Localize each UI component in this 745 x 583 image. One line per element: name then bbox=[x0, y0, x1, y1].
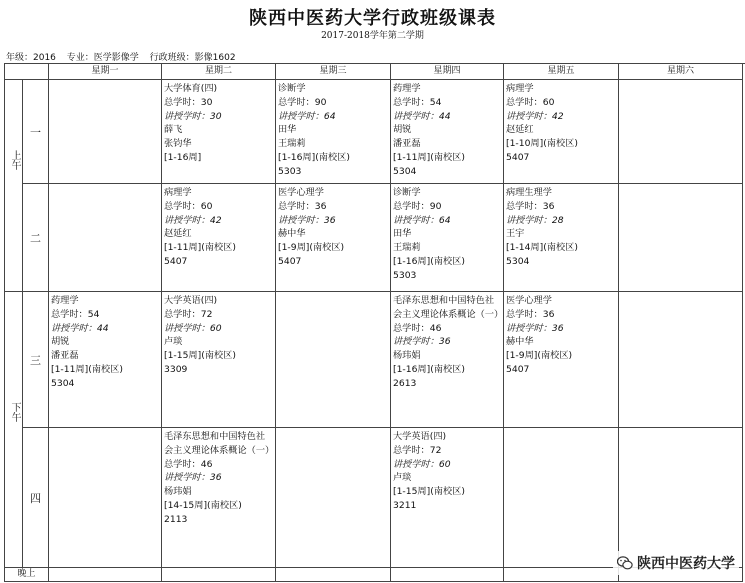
section-label-evening: 晚上 bbox=[5, 568, 49, 582]
wechat-icon bbox=[617, 556, 633, 570]
schedule-cell bbox=[276, 292, 391, 428]
course-detail: 王瑞莉 bbox=[278, 138, 306, 150]
course-name: 医学心理学 bbox=[506, 295, 552, 306]
day-header: 星期三 bbox=[276, 64, 391, 80]
course-name: 大学英语(四) bbox=[393, 431, 447, 442]
course-detail: 5407 bbox=[164, 255, 188, 267]
course-detail: 讲授学时：30 bbox=[164, 110, 222, 122]
course-detail: 总学时：46 bbox=[393, 322, 442, 334]
course-detail: 5304 bbox=[393, 165, 417, 177]
course-detail: 胡锐 bbox=[393, 124, 412, 136]
course-detail: 田华 bbox=[278, 124, 297, 136]
course-detail: 总学时：46 bbox=[164, 458, 213, 470]
course-cell bbox=[504, 184, 619, 292]
course-detail: 总学时：54 bbox=[393, 96, 442, 108]
course-detail: 总学时：90 bbox=[393, 200, 442, 212]
course-name: 诊断学 bbox=[393, 187, 421, 198]
course-detail: 讲授学时：36 bbox=[393, 336, 451, 348]
course-cell bbox=[391, 428, 504, 568]
course-detail: 田华 bbox=[393, 228, 412, 240]
course-name: 大学英语(四) bbox=[164, 295, 218, 306]
course-detail: 总学时：30 bbox=[164, 96, 213, 108]
wechat-watermark bbox=[613, 551, 739, 575]
course-detail: 讲授学时：36 bbox=[506, 322, 564, 334]
section-text: 下午 bbox=[9, 402, 20, 422]
course-cell bbox=[391, 80, 504, 184]
course-detail: [1-15周](南校区) bbox=[164, 350, 236, 362]
schedule-cell bbox=[619, 292, 743, 428]
course-detail: 总学时：36 bbox=[506, 308, 555, 320]
course-detail: 讲授学时：36 bbox=[164, 472, 222, 484]
course-detail: [1-16周](南校区) bbox=[278, 151, 350, 163]
period-number: 一 bbox=[23, 80, 49, 184]
course-detail: [1-16周](南校区) bbox=[393, 255, 465, 267]
course-detail: 赫中华 bbox=[278, 228, 306, 240]
page-title: 陕西中医药大学行政班级课表 bbox=[249, 8, 496, 29]
course-detail: 总学时：60 bbox=[506, 96, 555, 108]
grade-info: 年级：2016 bbox=[6, 53, 56, 63]
course-detail: [1-9周](南校区) bbox=[506, 350, 573, 362]
header-corner bbox=[5, 64, 49, 80]
class-info: 行政班级：影像1602 bbox=[149, 53, 236, 63]
course-detail: 5407 bbox=[506, 363, 530, 375]
course-detail: [1-16周](南校区) bbox=[393, 363, 465, 375]
day-header: 星期四 bbox=[391, 64, 504, 80]
course-detail: 讲授学时：42 bbox=[164, 214, 222, 226]
course-name: 病理学 bbox=[164, 187, 192, 198]
watermark-text: 陕西中医药大学 bbox=[637, 556, 735, 572]
course-detail: 5303 bbox=[393, 269, 417, 281]
course-detail: 赵延红 bbox=[164, 228, 192, 240]
schedule-cell bbox=[49, 184, 162, 292]
section-text: 上午 bbox=[9, 150, 20, 170]
course-detail: 卢琰 bbox=[164, 336, 183, 348]
course-cell bbox=[49, 292, 162, 428]
course-cell bbox=[276, 80, 391, 184]
course-detail: 讲授学时：36 bbox=[278, 214, 336, 226]
course-detail: 讲授学时：44 bbox=[51, 322, 109, 334]
course-detail: 赫中华 bbox=[506, 336, 534, 348]
course-detail: 总学时：72 bbox=[164, 308, 213, 320]
course-detail: 讲授学时：60 bbox=[164, 322, 222, 334]
course-name: 毛泽东思想和中国特色社会主义理论体系概论（一） bbox=[393, 295, 504, 320]
course-name: 病理生理学 bbox=[506, 187, 552, 198]
course-detail: [1-11周](南校区) bbox=[164, 242, 236, 254]
course-detail: [1-9周](南校区) bbox=[278, 242, 345, 254]
course-name: 大学体育(四) bbox=[164, 83, 218, 94]
period-number: 二 bbox=[23, 184, 49, 292]
course-detail: 卢琰 bbox=[393, 472, 412, 484]
course-detail: 总学时：72 bbox=[393, 444, 442, 456]
class-info-bar bbox=[6, 50, 244, 63]
course-detail: [1-11周](南校区) bbox=[51, 363, 123, 375]
course-detail: 讲授学时：60 bbox=[393, 458, 451, 470]
course-detail: 潘亚磊 bbox=[51, 350, 79, 362]
course-cell bbox=[504, 292, 619, 428]
course-detail: 讲授学时：64 bbox=[278, 110, 336, 122]
course-detail: 总学时：54 bbox=[51, 308, 100, 320]
course-detail: 薛飞 bbox=[164, 124, 183, 136]
day-header: 星期五 bbox=[504, 64, 619, 80]
course-detail: 讲授学时：28 bbox=[506, 214, 564, 226]
course-detail: [1-11周](南校区) bbox=[393, 151, 465, 163]
course-detail: 张钧华 bbox=[164, 138, 192, 150]
course-detail: 5303 bbox=[278, 165, 302, 177]
course-name: 药理学 bbox=[393, 83, 421, 94]
period-number: 四 bbox=[23, 428, 49, 568]
course-detail: 杨玮娟 bbox=[393, 350, 421, 362]
evening-cell bbox=[504, 568, 619, 582]
evening-cell bbox=[162, 568, 276, 582]
course-detail: 讲授学时：44 bbox=[393, 110, 451, 122]
schedule-cell bbox=[276, 428, 391, 568]
course-name: 医学心理学 bbox=[278, 187, 324, 198]
course-detail: 讲授学时：64 bbox=[393, 214, 451, 226]
course-detail: 5407 bbox=[506, 151, 530, 163]
course-name: 病理学 bbox=[506, 83, 534, 94]
course-cell bbox=[162, 428, 276, 568]
course-detail: [1-15周](南校区) bbox=[393, 486, 465, 498]
course-detail: 3309 bbox=[164, 363, 188, 375]
course-detail: 总学时：36 bbox=[506, 200, 555, 212]
schedule-cell bbox=[504, 428, 619, 568]
course-detail: 讲授学时：42 bbox=[506, 110, 564, 122]
course-detail: 2113 bbox=[164, 513, 188, 525]
course-detail: 潘亚磊 bbox=[393, 138, 421, 150]
course-cell bbox=[276, 184, 391, 292]
section-label-morning bbox=[5, 80, 23, 292]
course-name: 诊断学 bbox=[278, 83, 306, 94]
course-detail: 5304 bbox=[506, 255, 530, 267]
course-cell bbox=[162, 292, 276, 428]
period-number: 三 bbox=[23, 292, 49, 428]
course-detail: 5407 bbox=[278, 255, 302, 267]
course-detail: 2613 bbox=[393, 377, 417, 389]
timetable-grid bbox=[4, 63, 745, 582]
schedule-cell bbox=[619, 80, 743, 184]
day-header: 星期二 bbox=[162, 64, 276, 80]
course-cell bbox=[504, 80, 619, 184]
course-detail: [14-15周](南校区) bbox=[164, 499, 242, 511]
course-name: 药理学 bbox=[51, 295, 79, 306]
course-detail: 胡锐 bbox=[51, 336, 70, 348]
evening-cell bbox=[276, 568, 391, 582]
course-detail: 王宇 bbox=[506, 228, 525, 240]
day-header: 星期六 bbox=[619, 64, 743, 80]
course-detail: 总学时：90 bbox=[278, 96, 327, 108]
schedule-cell bbox=[49, 80, 162, 184]
course-name: 毛泽东思想和中国特色社会主义理论体系概论（一） bbox=[164, 431, 275, 456]
course-detail: 总学时：60 bbox=[164, 200, 213, 212]
course-detail: [1-14周](南校区) bbox=[506, 242, 578, 254]
course-detail: [1-10周](南校区) bbox=[506, 138, 578, 150]
course-detail: 赵延红 bbox=[506, 124, 534, 136]
major-info: 专业：医学影像学 bbox=[66, 53, 139, 63]
section-label-afternoon bbox=[5, 292, 23, 568]
course-cell bbox=[162, 80, 276, 184]
course-cell bbox=[391, 292, 504, 428]
course-detail: 王瑞莉 bbox=[393, 242, 421, 254]
schedule-cell bbox=[49, 428, 162, 568]
day-header: 星期一 bbox=[49, 64, 162, 80]
schedule-cell bbox=[619, 428, 743, 568]
evening-cell bbox=[49, 568, 162, 582]
course-detail: 总学时：36 bbox=[278, 200, 327, 212]
course-cell bbox=[162, 184, 276, 292]
course-detail: 5304 bbox=[51, 377, 75, 389]
course-detail: 杨玮娟 bbox=[164, 486, 192, 498]
course-cell bbox=[391, 184, 504, 292]
course-detail: [1-16周] bbox=[164, 151, 202, 163]
semester-subtitle: 2017-2018学年第二学期 bbox=[321, 31, 424, 41]
schedule-cell bbox=[619, 184, 743, 292]
evening-cell bbox=[391, 568, 504, 582]
course-detail: 3211 bbox=[393, 499, 417, 511]
